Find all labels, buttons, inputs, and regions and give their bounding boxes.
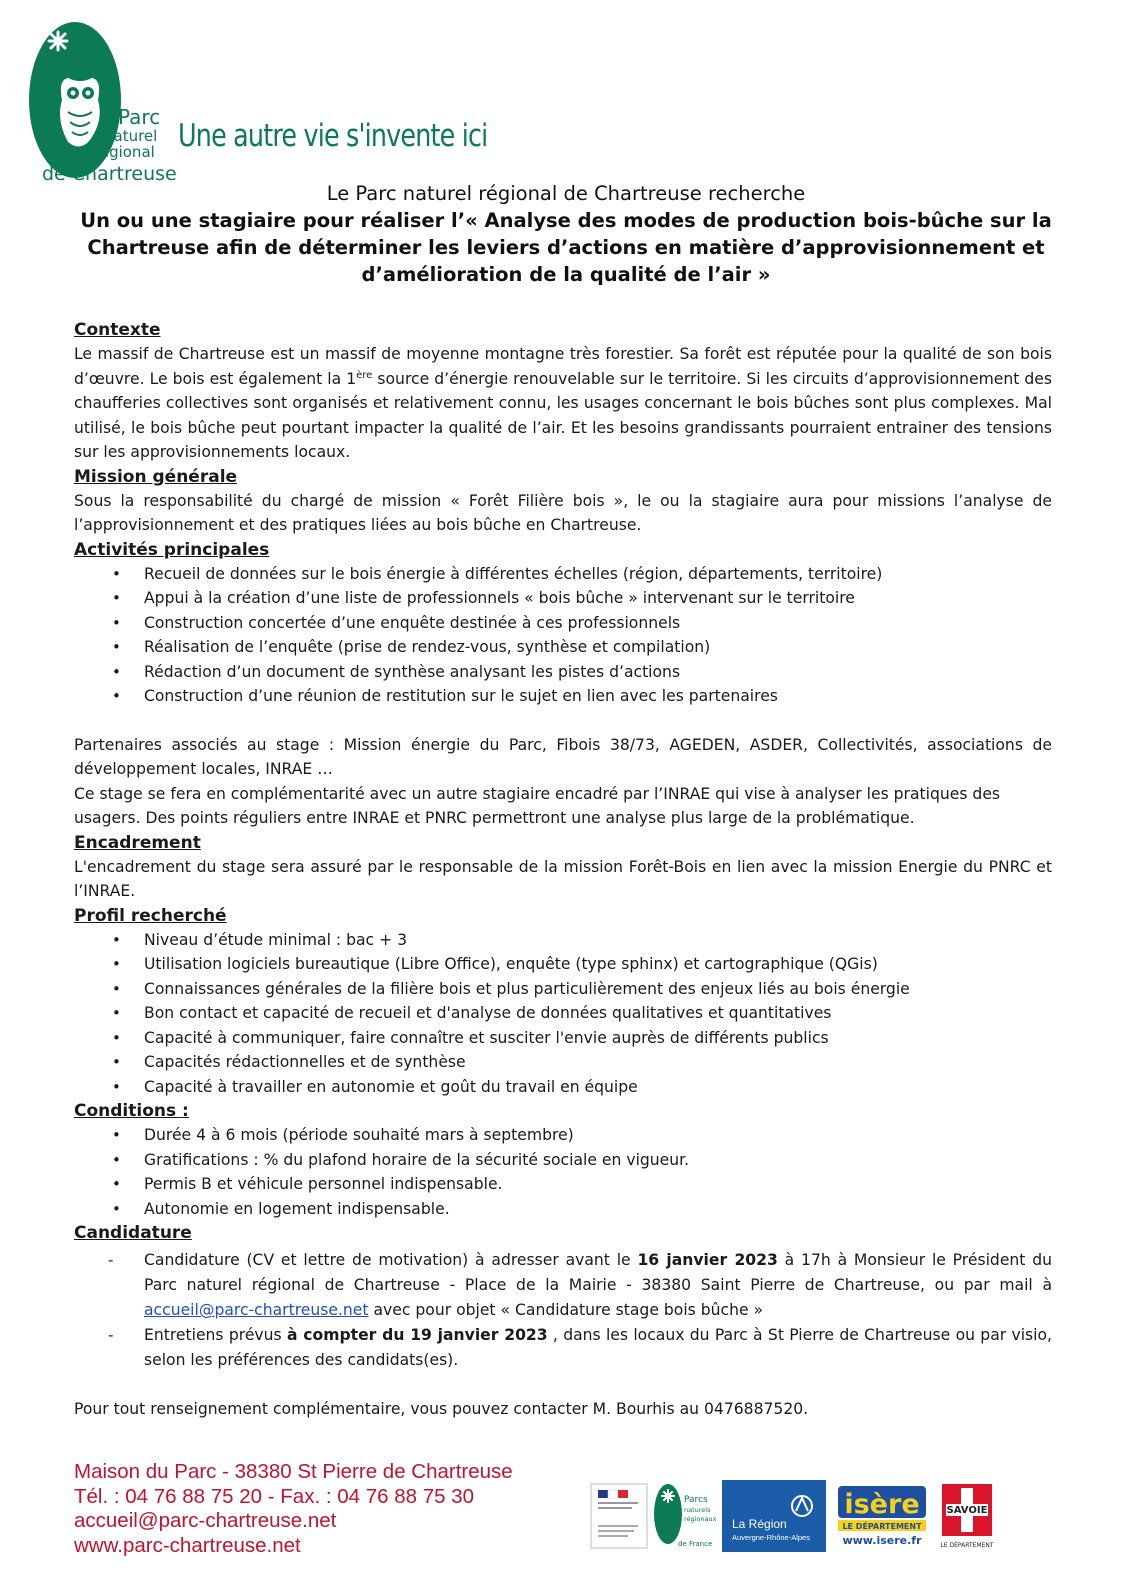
pnr-france-icon [652, 1480, 717, 1552]
list-item: • Appui à la création d’une liste de professionnels « bois bûche » intervenant sur le territoire [144, 586, 1052, 611]
footer-email[interactable]: accueil@parc-chartreuse.net [74, 1509, 337, 1532]
complementarite-text: Ce stage se fera en complémentarité avec un autre stagiaire encadré par l’INRAE qui vise à analyser les pratiques des usagers. Des points réguliers entre INRAE et PNRC permettront une analyse plus large de la problématique. [74, 784, 1001, 827]
footer-phone: Tél. : 04 76 88 75 20 - Fax. : 04 76 88 75 30 [74, 1484, 475, 1508]
section-heading-profil: Profil recherché [74, 905, 227, 926]
list-item: • Capacité à communiquer, faire connaître et susciter l'envie auprès de différents publics [144, 1026, 1052, 1051]
candidature-list [74, 1245, 1052, 1373]
list-item: • Gratifications : % du plafond horaire de la sécurité sociale en vigueur. [144, 1148, 1052, 1173]
mission-text: Sous la responsabilité du chargé de mission « Forêt Filière bois », le ou la stagiaire aura pour missions l’analyse de l’approvisionnement et des pratiques liées au bois bûche en Chartreuse. [74, 491, 1052, 534]
conditions-list [74, 1123, 1052, 1221]
footer-contact [74, 1460, 513, 1558]
section-heading-mission: Mission générale [74, 466, 238, 487]
svg-text:LE DÉPARTEMENT: LE DÉPARTEMENT [842, 1522, 922, 1531]
list-item: • Capacités rédactionnelles et de synthèse [144, 1050, 1052, 1075]
isere-logo [836, 1480, 928, 1552]
activites-list [74, 562, 1052, 709]
logo-text-naturel: naturel [104, 127, 158, 145]
logo-text-parc: Parc [118, 105, 161, 129]
title-line-2: Un ou une stagiaire pour réaliser l’« Analyse des modes de production bois-bûche sur la Chartreuse afin de déterminer les leviers d’actions en matière d’approvisionnement et d’amélioration de la qualité de l’air » [80, 209, 1052, 286]
profil-list [74, 928, 1052, 1100]
svg-text:de France: de France [678, 1540, 713, 1548]
logo-text-regional: régional [94, 143, 155, 161]
list-item: - Candidature (CV et lettre de motivation) à adresser avant le 16 janvier 2023 à 17h à Monsieur le Président du Parc naturel régional de Chartreuse - Place de la Mairie - 38380 Saint Pierre de Chartreuse, ou par mail à accueil@parc-chartreuse.net avec pour objet « Candidature stage bois bûche » [144, 1245, 1052, 1323]
list-item: - Entretiens prévus à compter du 19 janvier 2023 , dans les locaux du Parc à St Pierre de Chartreuse ou par visio, selon les préférences des candidats(es). [144, 1323, 1052, 1373]
encadrement-text: L'encadrement du stage sera assuré par le responsable de la mission Forêt-Bois en lien avec la mission Energie du PNRC et l’INRAE. [74, 857, 1052, 900]
partenaires-text: Partenaires associés au stage : Mission énergie du Parc, Fibois 38/73, AGEDEN, ASDER, Collectivités, associations de développement locales, INRAE … [74, 735, 1052, 778]
tagline: Une autre vie s'invente ici [178, 118, 488, 154]
section-heading-encadrement: Encadrement [74, 832, 201, 853]
list-item: • Bon contact et capacité de recueil et d'analyse de données qualitatives et quantitatives [144, 1001, 1052, 1026]
parc-chartreuse-logo [28, 20, 177, 195]
list-item: • Niveau d’étude minimal : bac + 3 [144, 928, 1052, 953]
section-heading-contexte: Contexte [74, 320, 161, 340]
title-line-1: Le Parc naturel régional de Chartreuse recherche [326, 182, 806, 205]
list-item: • Autonomie en logement indispensable. [144, 1197, 1052, 1222]
list-item: • Connaissances générales de la filière bois et plus particulièrement des enjeux liés au bois énergie [144, 977, 1052, 1002]
footer-website[interactable]: www.parc-chartreuse.net [74, 1533, 301, 1557]
list-item: • Durée 4 à 6 mois (période souhaité mars à septembre) [144, 1123, 1052, 1148]
svg-text:SAVOIE: SAVOIE [946, 1505, 988, 1516]
section-heading-candidature: Candidature [74, 1223, 192, 1243]
list-item: • Utilisation logiciels bureautique (Libre Office), enquête (type sphinx) et cartographique (QGis) [144, 952, 1052, 977]
savoie-cross-icon [936, 1480, 998, 1552]
svg-text:Parcs: Parcs [684, 1495, 708, 1505]
list-item: • Rédaction d’un document de synthèse analysant les pistes d’actions [144, 660, 1052, 685]
list-item: • Construction concertée d’une enquête destinée à ces professionnels [144, 611, 1052, 636]
republique-francaise-logo [590, 1480, 648, 1552]
svg-text:www.isere.fr: www.isere.fr [842, 1534, 922, 1547]
republique-icon [590, 1480, 648, 1552]
list-item: • Permis B et véhicule personnel indispensable. [144, 1172, 1052, 1197]
document-title [60, 180, 1072, 288]
svg-text:Auvergne-Rhône-Alpes: Auvergne-Rhône-Alpes [732, 1533, 810, 1542]
region-icon [722, 1480, 826, 1552]
region-aura-logo [722, 1480, 826, 1552]
svg-text:LE DÉPARTEMENT: LE DÉPARTEMENT [940, 1542, 994, 1549]
offer-content [74, 318, 1052, 1422]
svg-text:La Région: La Région [732, 1517, 787, 1531]
email-link[interactable]: accueil@parc-chartreuse.net [144, 1301, 369, 1319]
svg-text:isère: isère [844, 1489, 920, 1520]
contact-text: Pour tout renseignement complémentaire, vous pouvez contacter M. Bourhis au 0476887520. [74, 1400, 809, 1418]
pnr-france-logo [652, 1480, 717, 1552]
contexte-text: Le massif de Chartreuse est un massif de moyenne montagne très forestier. Sa forêt est réputée pour la qualité de son bois d’œuvre. Le bois est également la 1ère source d’énergie renouvelable sur le territoire. Si les circuits d’approvisionnement des chaufferies collectives sont organisés et relativement connu, les usages concernant le bois bûches sont plus complexes. Mal utilisé, le bois bûche peut pourtant impacter la qualité de l’air. Et les besoins grandissants pourraient entrainer des tensions sur les approvisionnements locaux. [74, 345, 1053, 461]
list-item: • Réalisation de l’enquête (prise de rendez-vous, synthèse et compilation) [144, 635, 1052, 660]
list-item: • Recueil de données sur le bois énergie à différentes échelles (région, départements, territoire) [144, 562, 1052, 587]
svg-text:régionaux: régionaux [684, 1515, 717, 1523]
savoie-logo [936, 1480, 998, 1552]
logo-text-chartreuse: de Chartreuse [42, 163, 177, 185]
section-heading-activites: Activités principales [74, 539, 270, 560]
svg-text:naturels: naturels [684, 1506, 711, 1514]
list-item: • Construction d’une réunion de restitution sur le sujet en lien avec les partenaires [144, 684, 1052, 709]
isere-icon [836, 1480, 928, 1552]
list-item: • Capacité à travailler en autonomie et goût du travail en équipe [144, 1075, 1052, 1100]
footer-address: Maison du Parc - 38380 St Pierre de Chartreuse [74, 1460, 513, 1483]
section-heading-conditions: Conditions : [74, 1101, 189, 1121]
owl-logo-icon [28, 20, 177, 195]
